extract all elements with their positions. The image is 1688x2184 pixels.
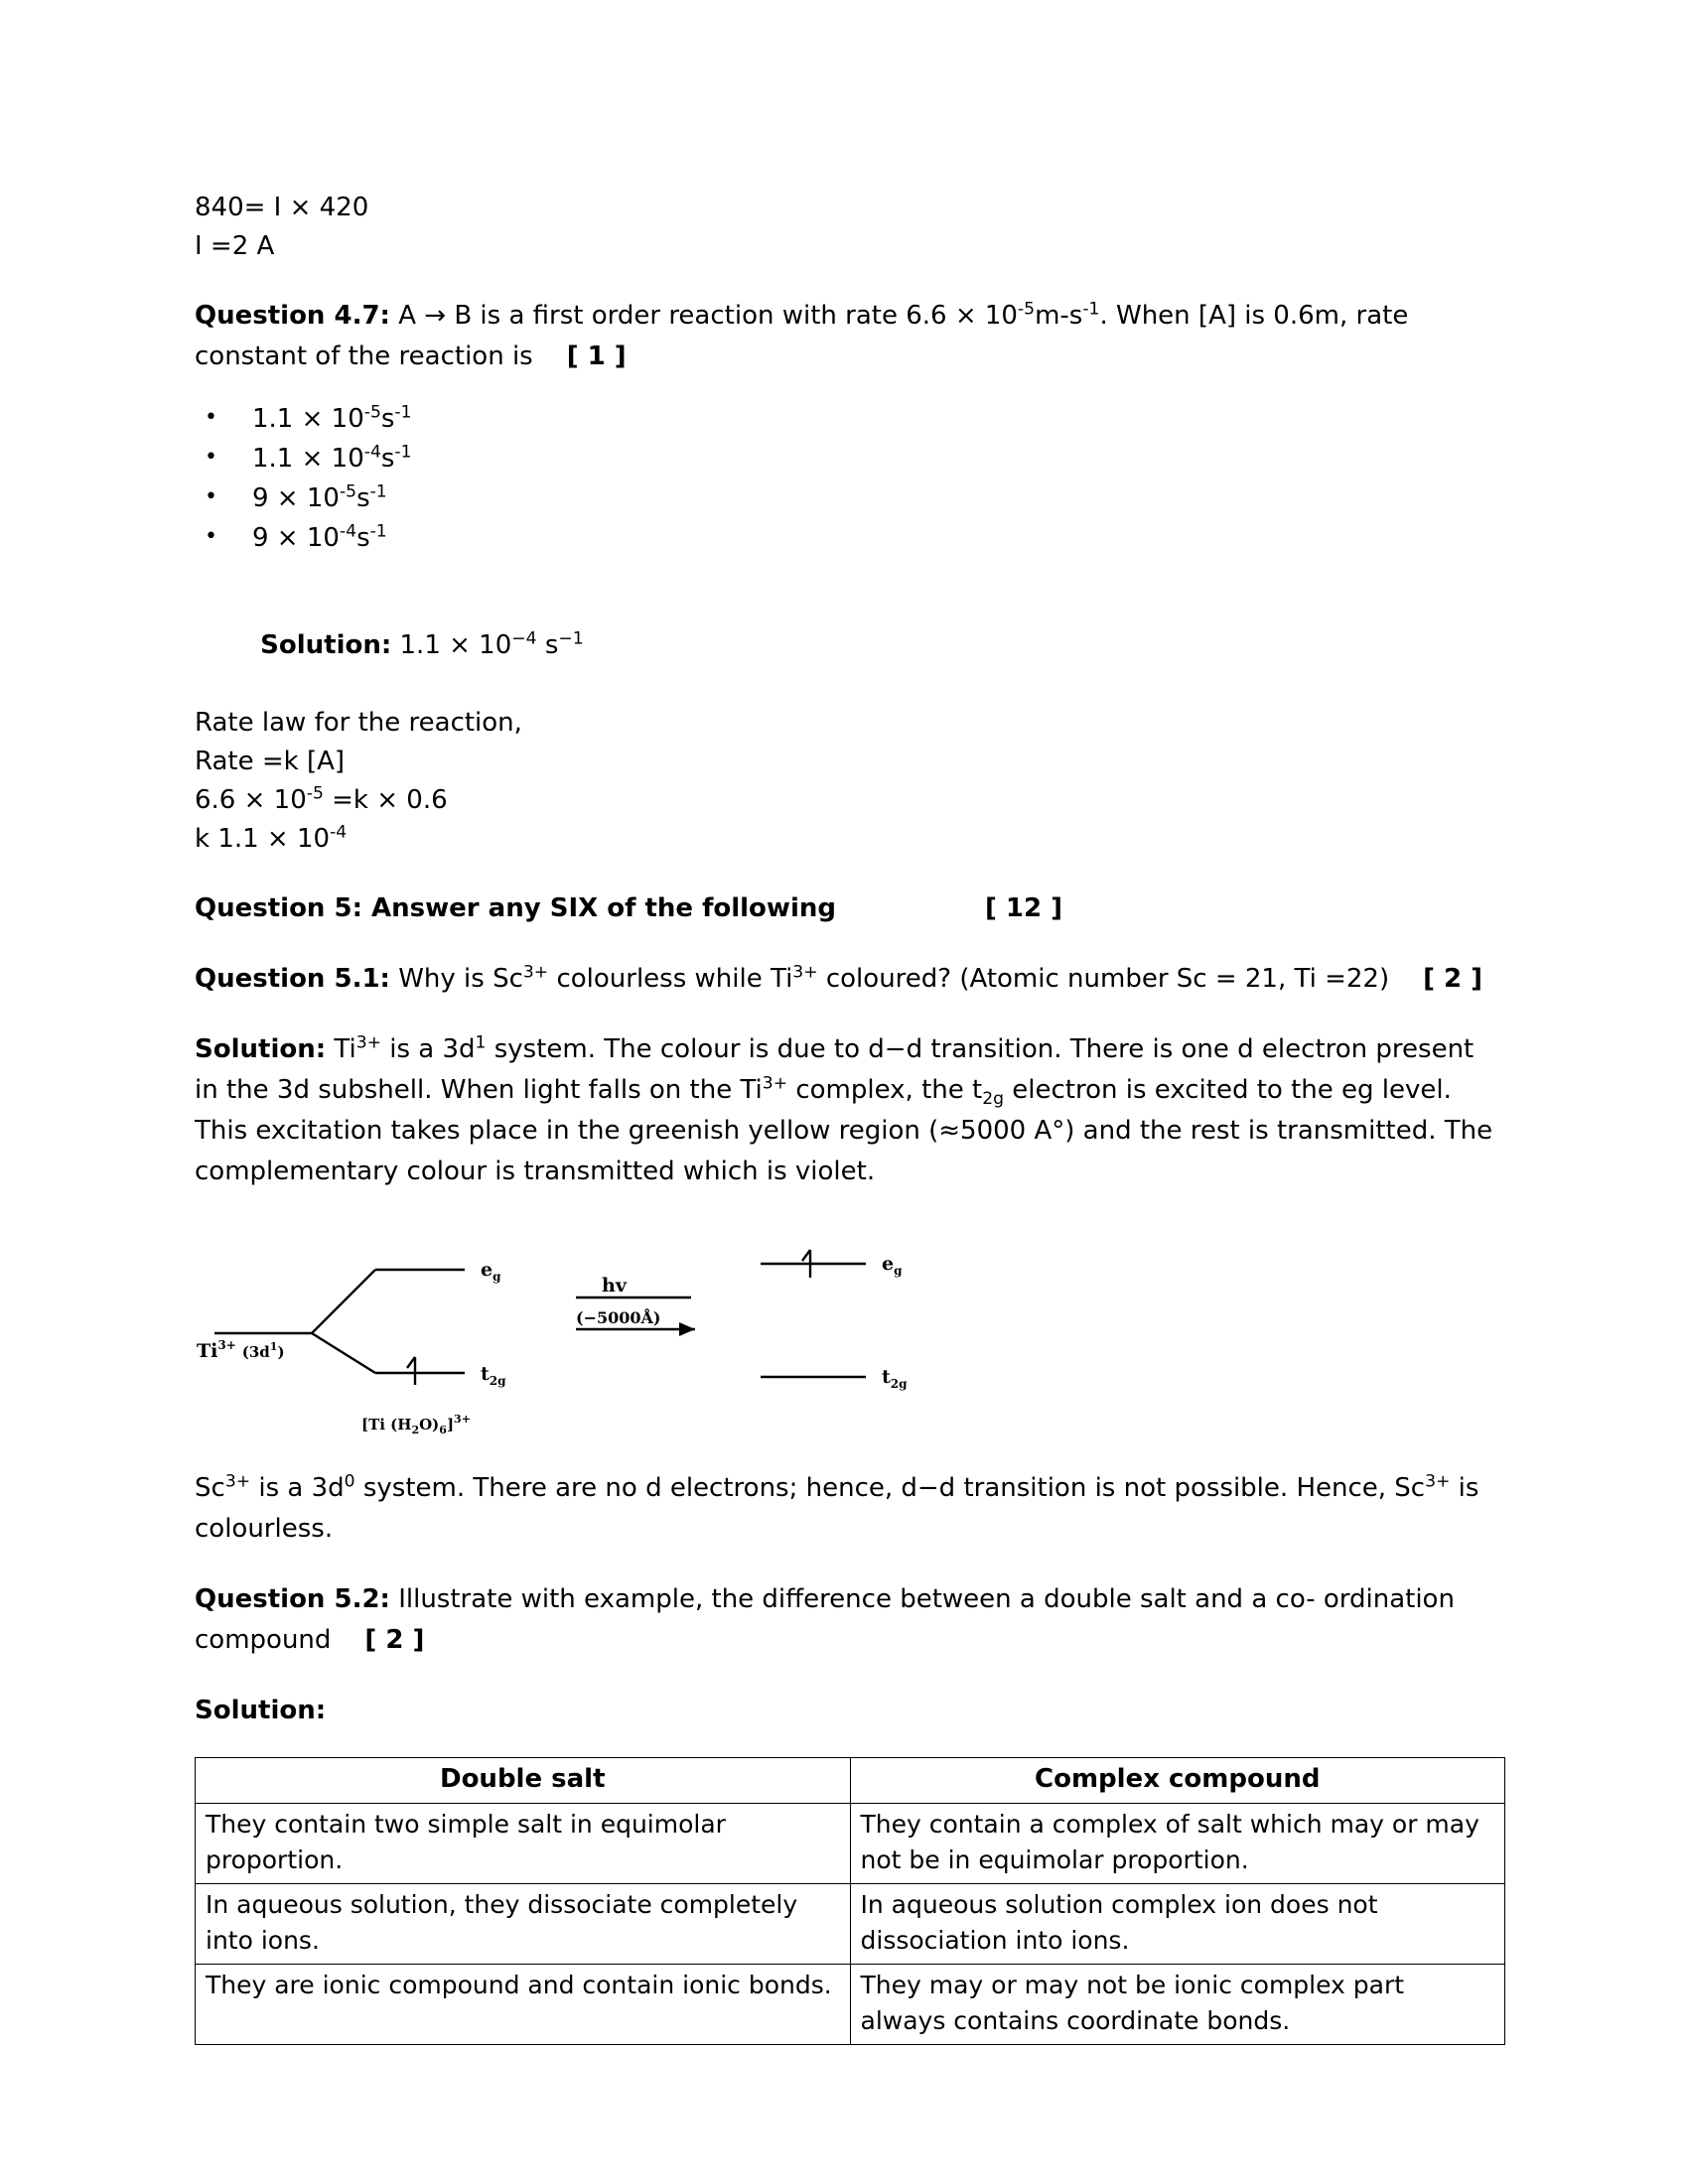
solution-5-1-sup-1: 3+ — [355, 1032, 381, 1053]
question-5-1 — [195, 959, 1505, 1000]
question-5-marks: [ 12 ] — [984, 893, 1063, 923]
answer-options — [195, 399, 1505, 558]
question-4-7-sup-2: -1 — [1082, 299, 1100, 320]
table-header-complex-compound: Complex compound — [850, 1758, 1505, 1804]
diagram-t2g-label-right: $t_{2g}$ — [882, 1366, 908, 1391]
diagram-wavelength-label: (−5000Å) — [576, 1308, 661, 1327]
solution-4-7-value-exp2: −1 — [558, 628, 584, 649]
solution-5-1-sup-2: 1 — [475, 1032, 487, 1053]
solution-5-1-cont-b: is a 3d — [250, 1473, 345, 1503]
solution-4-7-k-value — [195, 820, 1505, 859]
option-mantissa: 1.1 × 10 — [252, 444, 364, 474]
option-unit-exponent: -1 — [394, 442, 412, 463]
solution-5-1-continued — [195, 1468, 1505, 1550]
solution-4-7-value-b: s — [536, 630, 559, 660]
crystal-field-splitting-diagram — [195, 1226, 1505, 1458]
solution-4-7-equation-a: 6.6 × 10 — [195, 785, 307, 815]
question-5-1-marks: [ 2 ] — [1423, 964, 1483, 994]
option-unit-exponent: -1 — [369, 521, 387, 542]
solution-5-1-cont-sup-1: 3+ — [224, 1471, 251, 1492]
option-mantissa: 1.1 × 10 — [252, 404, 364, 434]
diagram-left-ion-label: $Ti^{3+}$ $_{(3d}^1_)$ — [197, 1338, 285, 1362]
table-row — [196, 1884, 1505, 1965]
question-5-1-text-a: Why is Sc — [389, 964, 523, 994]
question-5-2 — [195, 1579, 1505, 1661]
question-5-1-label: Question 5.1: — [195, 964, 390, 994]
solution-4-7 — [195, 588, 1505, 859]
option-item[interactable] — [195, 399, 1505, 439]
question-4-7 — [195, 296, 1505, 377]
diagram-hv-label: hv — [602, 1275, 627, 1297]
diagram-t2g-label-left: $t_{2g}$ — [481, 1363, 506, 1388]
question-5-2-marks: [ 2 ] — [364, 1625, 425, 1655]
solution-5-1-sup-3: 3+ — [762, 1073, 788, 1094]
question-4-7-text-a: A → B is a first order reaction with rate 6.6 × 10 — [389, 301, 1018, 331]
solution-5-1-text-c: system. The colour is due to d−d transition. There is one d electron present in the 3d subshell. When light falls on the Ti — [195, 1034, 1475, 1105]
option-unit: s — [356, 483, 370, 513]
table-cell: In aqueous solution, they dissociate completely into ions. — [196, 1884, 851, 1965]
question-4-7-text-d: rate constant of the reaction is — [195, 301, 1409, 371]
solution-5-1-text-d: complex, the t — [787, 1075, 983, 1105]
question-4-7-marks: [ 1 ] — [566, 341, 627, 371]
table-cell: In aqueous solution complex ion does not dissociation into ions. — [850, 1884, 1505, 1965]
option-unit-exponent: -1 — [394, 402, 412, 423]
option-mantissa: 9 × 10 — [252, 483, 340, 513]
table-header-row — [196, 1758, 1505, 1804]
table-cell: They contain two simple salt in equimolar proportion. — [196, 1804, 851, 1884]
question-5-2-text-b: ordination compound — [195, 1584, 1455, 1655]
option-unit: s — [380, 404, 395, 434]
table-cell: They may or may not be ionic complex part always contains coordinate bonds. — [850, 1965, 1505, 2045]
question-4-7-label: Question 4.7: — [195, 301, 390, 331]
solution-4-7-value-a: 1.1 × 10 — [391, 630, 512, 660]
solution-5-2-label-row — [195, 1691, 1505, 1731]
solution-5-1-cont-sup-2: 0 — [344, 1471, 355, 1492]
solution-5-1-cont-d: Hence, Sc — [1296, 1473, 1426, 1503]
option-unit-exponent: -1 — [369, 481, 387, 502]
question-5-1-sup-1: 3+ — [522, 962, 549, 983]
question-5-1-text-d: =22) — [1325, 964, 1390, 994]
table-cell: They contain a complex of salt which may or may not be in equimolar proportion. — [850, 1804, 1505, 1884]
option-exponent: -4 — [363, 442, 381, 463]
diagram-eg-label-left: $e_g$ — [481, 1259, 501, 1284]
question-5-2-label: Question 5.2: — [195, 1584, 390, 1614]
solution-5-1-text-b: is a 3d — [381, 1034, 476, 1064]
solution-4-7-k-exp: -4 — [330, 822, 348, 843]
question-4-7-text-c: . When [A] is 0.6m, — [1099, 301, 1348, 331]
question-5-2-text-a: Illustrate with example, the difference between a double salt and a co- — [389, 1584, 1316, 1614]
solution-5-1-sub-1: 2g — [982, 1089, 1005, 1110]
solution-5-1-cont-sup-3: 3+ — [1425, 1471, 1451, 1492]
diagram-complex-formula: [Ti $(H_2O)_6]^{3+}$ — [361, 1413, 471, 1436]
comparison-table — [195, 1757, 1505, 2045]
question-4-7-text-b: m-s — [1035, 301, 1083, 331]
option-item[interactable] — [195, 518, 1505, 558]
option-mantissa: 9 × 10 — [252, 523, 340, 553]
solution-5-1-text-a: Ti — [326, 1034, 356, 1064]
solution-5-1-label: Solution: — [195, 1034, 327, 1064]
solution-5-2-label: Solution: — [195, 1696, 327, 1725]
question-5-1-sup-2: 3+ — [792, 962, 818, 983]
question-5-heading-text: Question 5: Answer any SIX of the following — [195, 893, 836, 923]
table-cell: They are ionic compound and contain ionic bonds. — [196, 1965, 851, 2045]
option-item[interactable] — [195, 478, 1505, 518]
diagram-eg-label-right: $e_g$ — [882, 1253, 903, 1278]
solution-4-7-line-2: Rate =k [A] — [195, 747, 346, 776]
solution-4-7-value — [195, 588, 1505, 704]
solution-5-1 — [195, 1029, 1505, 1192]
table-row — [196, 1965, 1505, 2045]
calc-line-1: 840= I × 420 — [195, 193, 369, 222]
option-unit: s — [356, 523, 370, 553]
calc-line-2: I =2 A — [195, 231, 275, 261]
question-4-7-sup-1: -5 — [1017, 299, 1036, 320]
solution-4-7-equation-b: =k × 0.6 — [323, 785, 448, 815]
option-exponent: -5 — [363, 402, 381, 423]
question-5-heading — [195, 888, 1505, 929]
question-5-1-text-c: coloured? (Atomic number Sc = 21, Ti — [817, 964, 1317, 994]
solution-4-7-equation-exp: -5 — [306, 783, 324, 804]
question-5-1-text-b: colourless while Ti — [548, 964, 793, 994]
option-exponent: -4 — [339, 521, 357, 542]
solution-5-1-cont-a: Sc — [195, 1473, 225, 1503]
solution-5-1-cont-c: system. There are no d electrons; hence, d−d transition is not possible. — [354, 1473, 1289, 1503]
solution-4-7-label: Solution: — [260, 630, 392, 660]
solution-5-1-text-e: electron is excited to the eg level. This excitation takes place in the greenish yellow region (≈5000 A°) and the rest is transmitted. The complementary colour is transmitted which is violet. — [195, 1075, 1493, 1186]
solution-4-7-line-1: Rate law for the reaction, — [195, 708, 522, 738]
table-row — [196, 1804, 1505, 1884]
solution-5-1-cont-e: is colourless. — [195, 1473, 1479, 1544]
option-unit: s — [380, 444, 395, 474]
solution-4-7-equation — [195, 781, 1505, 820]
option-item[interactable] — [195, 439, 1505, 478]
solution-4-7-value-exp: −4 — [511, 628, 537, 649]
solution-4-7-k-a: k 1.1 × 10 — [195, 824, 331, 854]
table-header-double-salt: Double salt — [196, 1758, 851, 1804]
document-body — [195, 189, 1505, 2045]
option-exponent: -5 — [339, 481, 357, 502]
